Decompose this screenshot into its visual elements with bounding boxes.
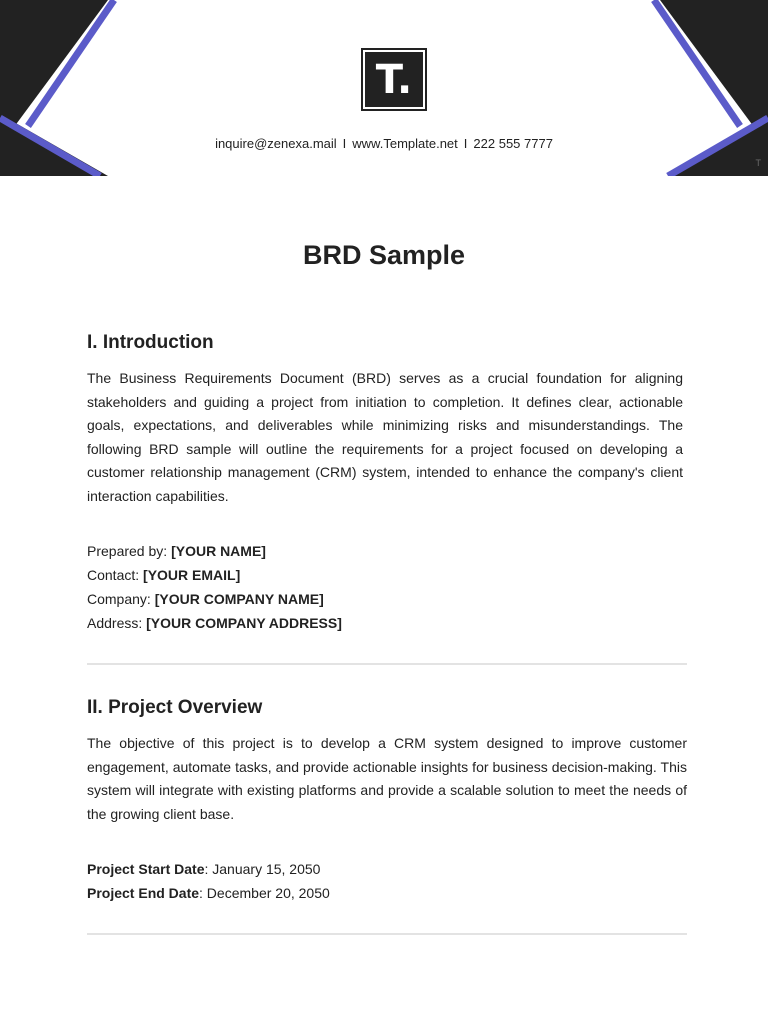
project-overview-paragraph: The objective of this project is to develop a CRM system designed to improve customer engagement, automate tasks, and provide actionable insights for business decision-making. This system will integrate with existing platforms and provide a scalable solution to meet the needs of the growing client base.	[87, 735, 687, 822]
end-date-label: Project End Date	[87, 885, 200, 901]
company-logo	[361, 48, 427, 111]
section-divider	[87, 663, 687, 665]
start-date-value: : January 15, 2050	[204, 861, 321, 877]
contact-email: inquire@zenexa.mail	[215, 136, 337, 151]
company-label: Company:	[87, 591, 155, 607]
contact-value: [YOUR EMAIL]	[143, 567, 241, 583]
corner-mark: T	[755, 158, 761, 168]
section-heading-project-overview: II. Project Overview	[87, 697, 263, 718]
contact-website: www.Template.net	[352, 136, 458, 151]
contact-email-line	[87, 564, 240, 588]
company-value: [YOUR COMPANY NAME]	[154, 591, 324, 607]
contact-phone: 222 555 7777	[473, 136, 553, 151]
logo-letter: T.	[365, 52, 423, 107]
introduction-paragraph: The Business Requirements Document (BRD) serves as a crucial foundation for aligning stakeholders and guiding a project from initiation to completion. It defines clear, actionable goals, expectations, and deliverables while minimizing risks and misunderstandings. The following BRD sample will outline the requirements for a project focused on developing a customer relationship management (CRM) system, intended to enhance the company's client interaction capabilities.	[87, 370, 683, 504]
end-date-value: : December 20, 2050	[199, 885, 330, 901]
document-title: BRD Sample	[302, 240, 466, 270]
prepared-by-value: [YOUR NAME]	[171, 543, 266, 559]
company-line	[87, 588, 324, 612]
address-value: [YOUR COMPANY ADDRESS]	[146, 615, 342, 631]
start-date-label: Project Start Date	[87, 861, 205, 877]
address-line	[87, 612, 342, 636]
contact-separator: I	[463, 136, 468, 151]
contact-separator: I	[342, 136, 347, 151]
address-label: Address:	[87, 615, 147, 631]
prepared-by-label: Prepared by:	[87, 543, 172, 559]
project-end-date-line	[87, 882, 330, 906]
letterhead	[0, 0, 768, 176]
section-divider	[87, 933, 687, 935]
contact-line	[0, 136, 768, 151]
contact-label: Contact:	[87, 567, 144, 583]
prepared-by-line	[87, 540, 266, 564]
section-heading-introduction: I. Introduction	[87, 332, 214, 353]
project-start-date-line	[87, 858, 320, 882]
